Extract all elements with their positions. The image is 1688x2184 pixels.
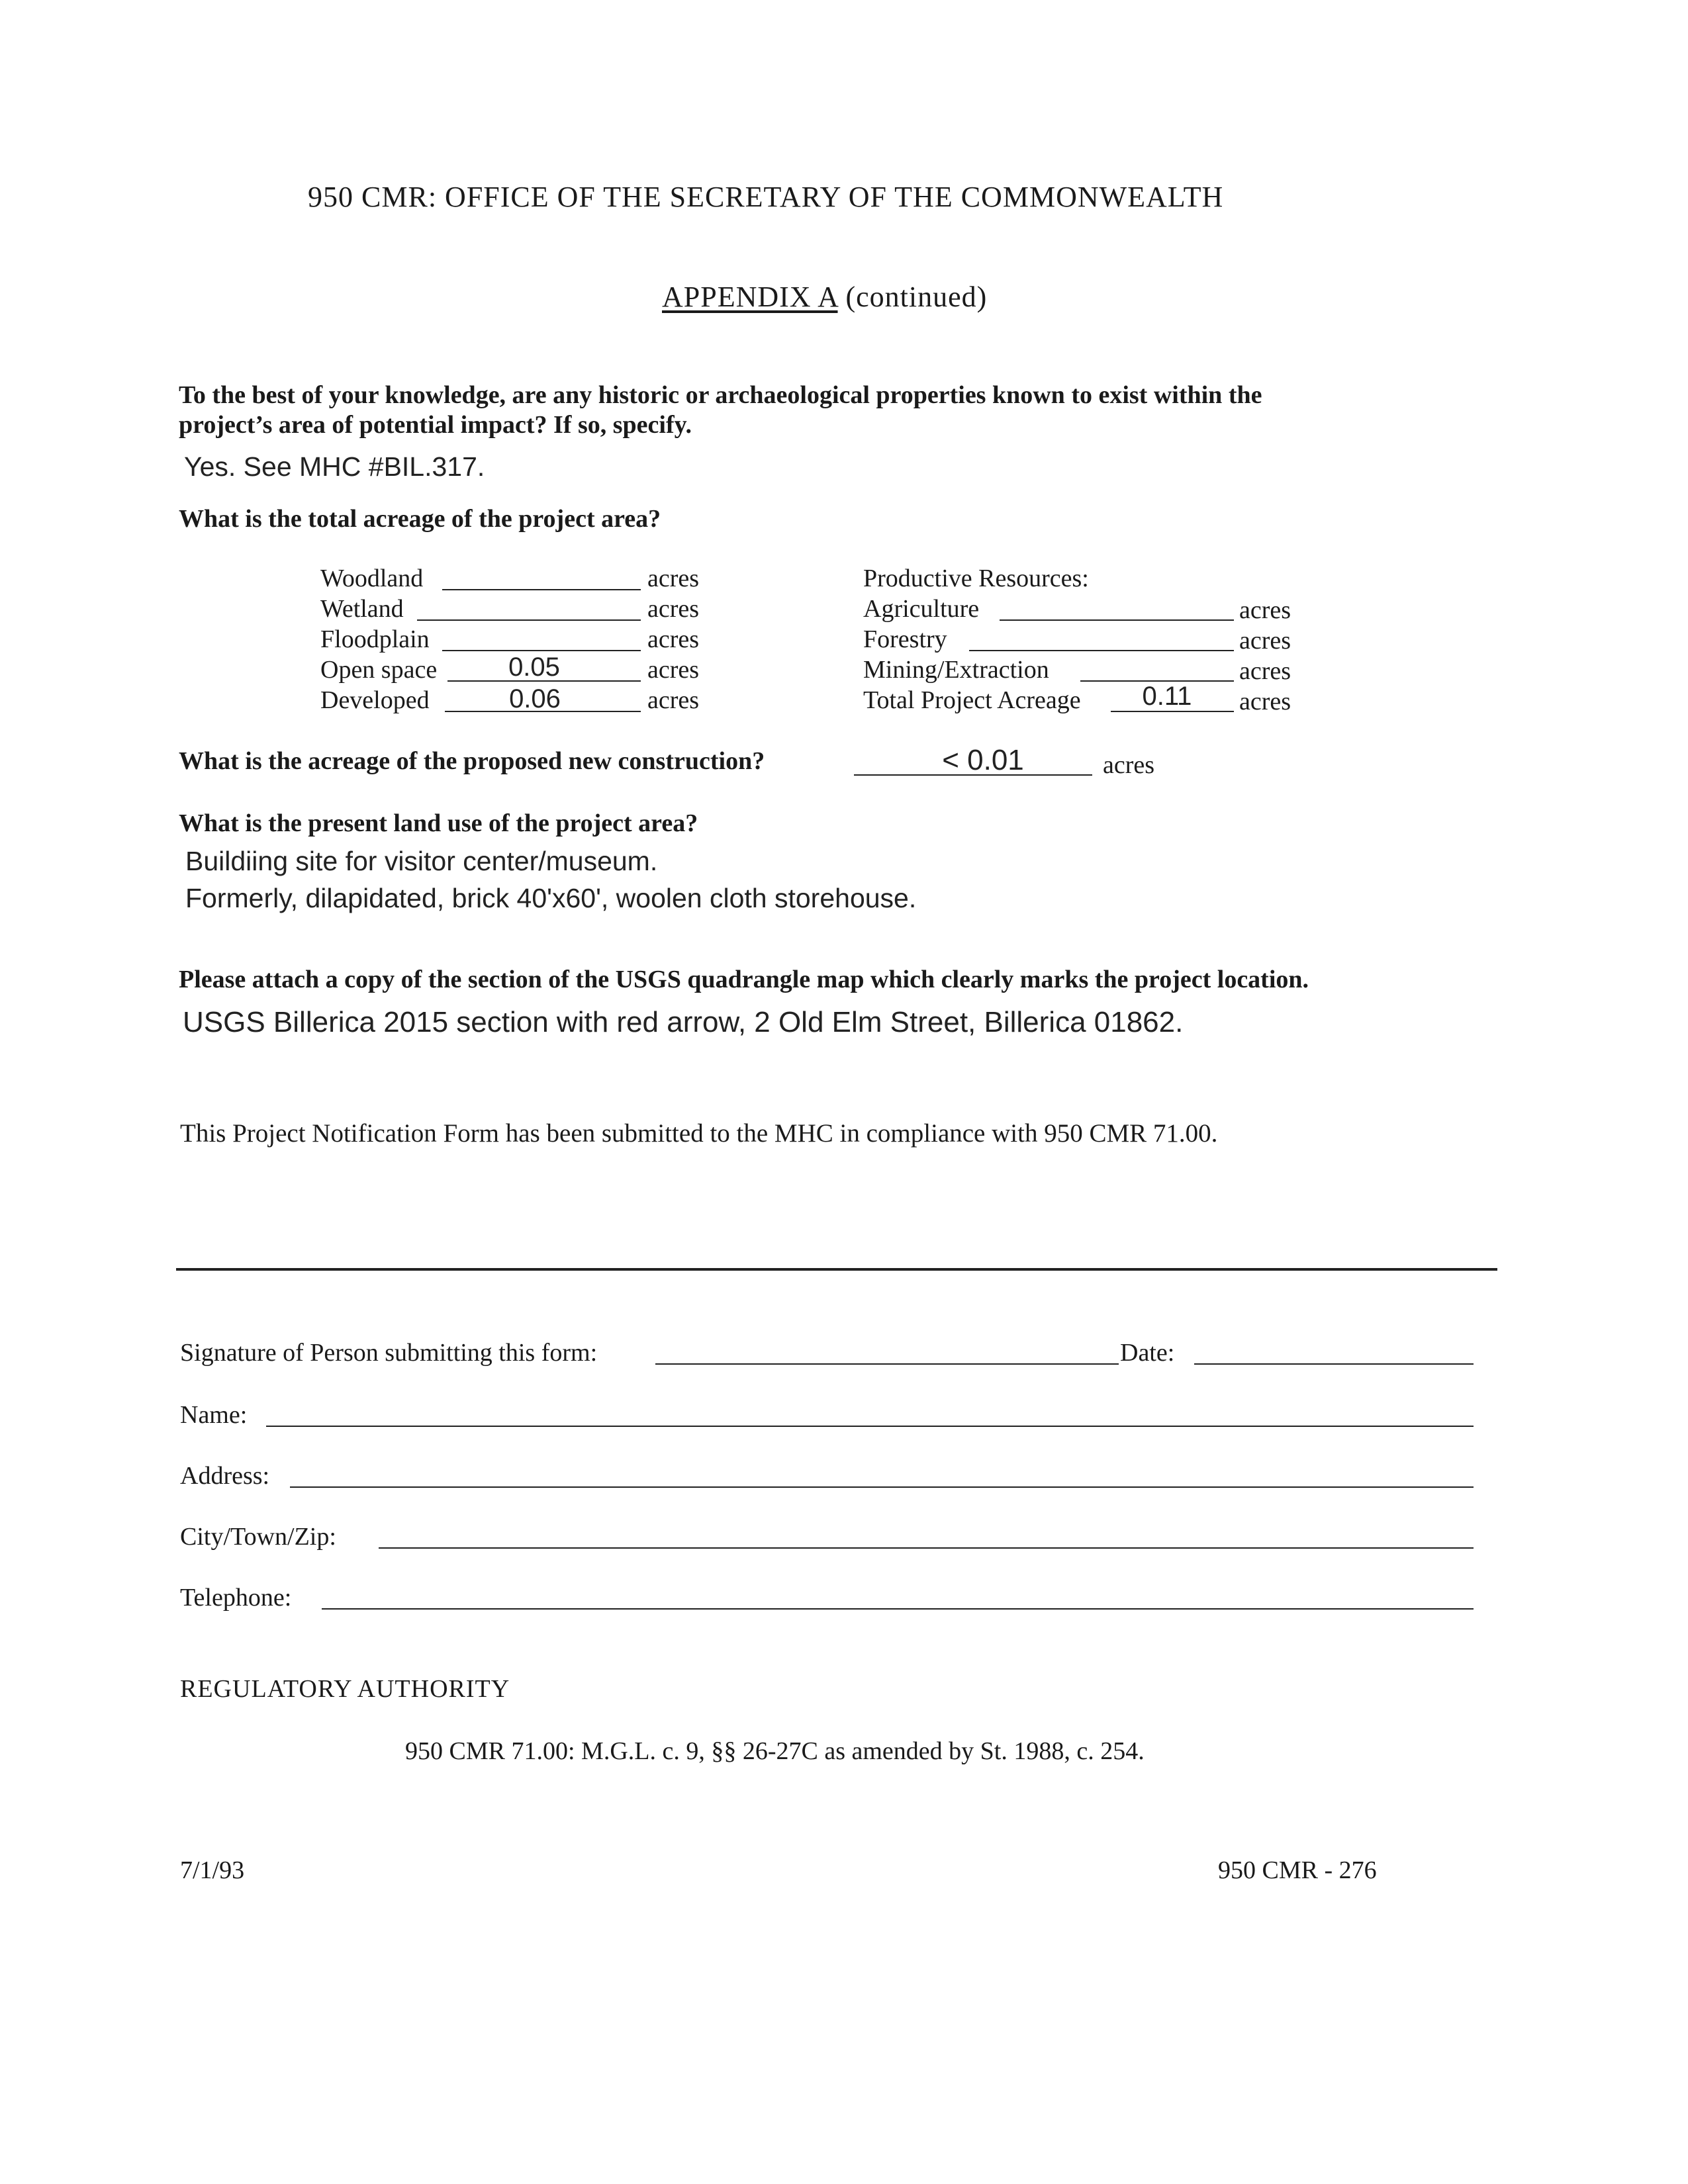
land-row-label: Floodplain <box>320 625 430 653</box>
resource-row-label: Mining/Extraction <box>863 656 1049 684</box>
footer-date: 7/1/93 <box>180 1856 245 1884</box>
address-field[interactable] <box>290 1486 1474 1488</box>
page-title: 950 CMR: OFFICE OF THE SECRETARY OF THE COMMONWEALTH <box>308 181 1224 213</box>
usgs-map-question: Please attach a copy of the section of the USGS quadrangle map which clearly marks the project location. <box>179 966 1309 993</box>
regulatory-heading: REGULATORY AUTHORITY <box>180 1675 510 1703</box>
resource-row-unit: acres <box>1239 688 1291 715</box>
resource-row-unit: acres <box>1239 657 1291 685</box>
compliance-statement: This Project Notification Form has been submitted to the MHC in compliance with 950 CMR 71.00. <box>180 1119 1218 1148</box>
land-row-unit: acres <box>647 625 700 653</box>
signature-field[interactable] <box>655 1363 1119 1365</box>
total-acreage-question: What is the total acreage of the project area? <box>179 505 661 533</box>
appendix-suffix: (continued) <box>845 281 988 313</box>
telephone-label: Telephone: <box>180 1584 292 1612</box>
city-town-zip-field[interactable] <box>379 1547 1474 1549</box>
resource-row-blank[interactable] <box>1000 619 1234 621</box>
new-construction-unit: acres <box>1103 751 1155 779</box>
land-row-value: 0.06 <box>509 684 561 713</box>
address-label: Address: <box>180 1462 270 1490</box>
land-row-label: Developed <box>320 686 430 714</box>
land-row-blank[interactable] <box>442 589 641 590</box>
signature-label: Signature of Person submitting this form: <box>180 1339 598 1367</box>
historic-question-line2: project’s area of potential impact? If so, specify. <box>179 411 692 439</box>
land-row-unit: acres <box>647 565 700 592</box>
resource-row-unit: acres <box>1239 627 1291 655</box>
section-divider <box>176 1268 1497 1271</box>
name-label: Name: <box>180 1401 248 1429</box>
appendix-heading <box>662 280 987 314</box>
land-row-label: Wetland <box>320 595 404 623</box>
date-label: Date: <box>1120 1339 1175 1367</box>
land-row-label: Woodland <box>320 565 424 592</box>
telephone-field[interactable] <box>322 1608 1474 1610</box>
new-construction-question: What is the acreage of the proposed new construction? <box>179 747 765 775</box>
land-use-answer-line2: Formerly, dilapidated, brick 40'x60', woolen cloth storehouse. <box>185 883 917 913</box>
city-town-zip-label: City/Town/Zip: <box>180 1523 336 1551</box>
resource-row-label: Forestry <box>863 625 947 653</box>
land-use-answer-line1: Buildiing site for visitor center/museum. <box>185 846 658 876</box>
resource-row-label: Agriculture <box>863 595 980 623</box>
historic-answer: Yes. See MHC #BIL.317. <box>184 451 485 482</box>
historic-question-line1: To the best of your knowledge, are any historic or archaeological properties known to exist within the <box>179 381 1262 409</box>
land-row-unit: acres <box>647 686 700 714</box>
land-row-value: 0.05 <box>508 653 560 682</box>
land-row-blank[interactable] <box>442 650 641 651</box>
land-row-label: Open space <box>320 656 438 684</box>
regulatory-text: 950 CMR 71.00: M.G.L. c. 9, §§ 26-27C as amended by St. 1988, c. 254. <box>405 1737 1145 1765</box>
appendix-label: APPENDIX A <box>662 281 838 313</box>
land-row-blank[interactable] <box>417 619 641 621</box>
new-construction-value: < 0.01 <box>942 744 1024 776</box>
land-row-unit: acres <box>647 595 700 623</box>
land-use-question: What is the present land use of the project area? <box>179 809 698 837</box>
usgs-map-answer: USGS Billerica 2015 section with red arrow, 2 Old Elm Street, Billerica 01862. <box>183 1006 1184 1038</box>
date-field[interactable] <box>1194 1363 1474 1365</box>
footer-page-number: 950 CMR - 276 <box>1218 1856 1377 1884</box>
resource-row-label: Total Project Acreage <box>863 686 1081 714</box>
resource-row-value: 0.11 <box>1142 682 1192 711</box>
resource-row-unit: acres <box>1239 596 1291 624</box>
land-row-unit: acres <box>647 656 700 684</box>
resource-row-blank[interactable] <box>969 650 1234 651</box>
name-field[interactable] <box>266 1426 1474 1427</box>
productive-resources-heading: Productive Resources: <box>863 565 1089 592</box>
